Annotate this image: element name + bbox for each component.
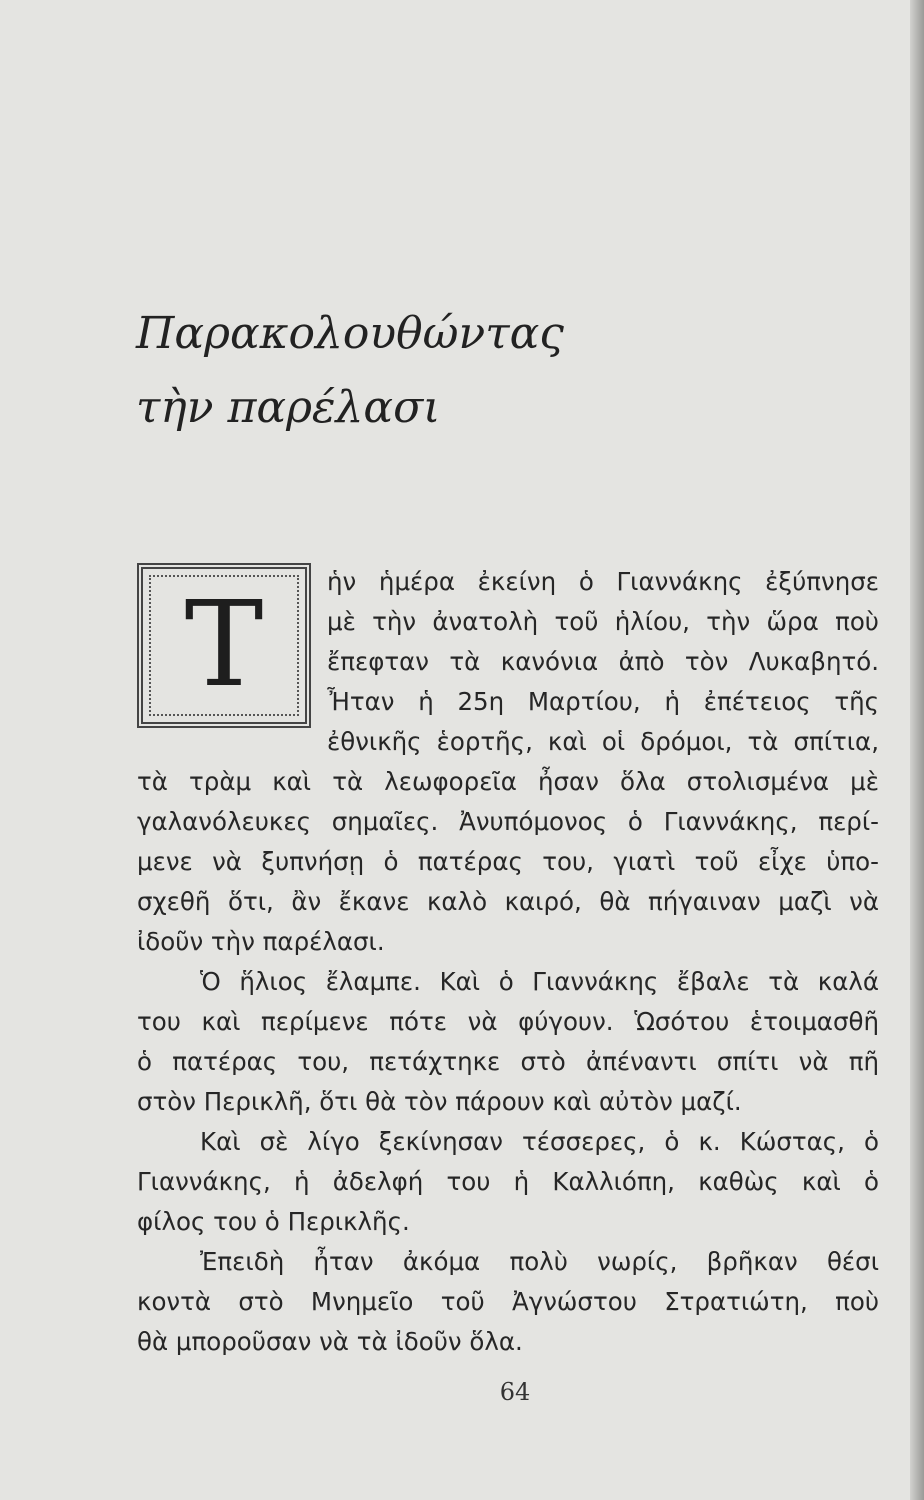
body-line: Γιαννάκης, ἡ ἀδελφή του ἡ Καλλιόπη, καθὼς καὶ ὁ xyxy=(137,1167,879,1196)
page-edge xyxy=(910,0,924,1500)
body-line: στὸν Περικλῆ, ὅτι θὰ τὸν πάρουν καὶ αὐτὸν μαζί. xyxy=(137,1087,742,1116)
body-line: θὰ μποροῦσαν νὰ τὰ ἰδοῦν ὅλα. xyxy=(137,1327,523,1356)
body-line: ἰδοῦν τὴν παρέλασι. xyxy=(137,927,385,956)
decorative-drop-cap xyxy=(137,563,311,728)
body-line: ἔπεφταν τὰ κανόνια ἀπὸ τὸν Λυκαβητό. xyxy=(327,647,879,676)
body-line: του καὶ περίμενε πότε νὰ φύγουν. Ὡσότου ἑτοιμασθῆ xyxy=(137,1007,879,1036)
body-line: ὁ πατέρας του, πετάχτηκε στὸ ἀπέναντι σπίτι νὰ πῆ xyxy=(137,1047,879,1076)
body-line: ἡν ἡμέρα ἐκείνη ὁ Γιαννάκης ἐξύπνησε xyxy=(327,567,879,596)
body-line: ἐθνικῆς ἑορτῆς, καὶ οἱ δρόμοι, τὰ σπίτια, xyxy=(327,727,879,756)
body-line: σχεθῆ ὅτι, ἂν ἔκανε καλὸ καιρό, θὰ πήγαιναν μαζὶ νὰ xyxy=(137,887,879,916)
body-line: Ἦταν ἡ 25η Μαρτίου, ἡ ἐπέτειος τῆς xyxy=(327,687,879,716)
drop-cap-letter: T xyxy=(184,575,264,713)
body-line: Ὁ ἥλιος ἔλαμπε. Καὶ ὁ Γιαννάκης ἔβαλε τὰ καλά xyxy=(200,967,879,996)
body-line: μενε νὰ ξυπνήσῃ ὁ πατέρας του, γιατὶ τοῦ εἶχε ὑπο- xyxy=(137,847,879,876)
body-line: μὲ τὴν ἀνατολὴ τοῦ ἡλίου, τὴν ὥρα ποὺ xyxy=(327,607,879,636)
body-line: κοντὰ στὸ Μνημεῖο τοῦ Ἀγνώστου Στρατιώτη, ποὺ xyxy=(137,1287,879,1316)
chapter-title-line-2: τὴν παρέλασι xyxy=(136,382,441,433)
body-line: Ἐπειδὴ ἦταν ἀκόμα πολὺ νωρίς, βρῆκαν θέσι xyxy=(200,1247,879,1276)
page-number: 64 xyxy=(499,1378,531,1406)
body-line: τὰ τρὰμ καὶ τὰ λεωφορεῖα ἦσαν ὅλα στολισμένα μὲ xyxy=(137,767,879,796)
chapter-title-line-1: Παρακολουθώντας xyxy=(136,308,564,359)
body-line: γαλανόλευκες σημαῖες. Ἀνυπόμονος ὁ Γιαννάκης, περί- xyxy=(137,807,879,836)
body-line: Καὶ σὲ λίγο ξεκίνησαν τέσσερες, ὁ κ. Κώστας, ὁ xyxy=(200,1127,879,1156)
body-line: φίλος του ὁ Περικλῆς. xyxy=(137,1207,410,1236)
